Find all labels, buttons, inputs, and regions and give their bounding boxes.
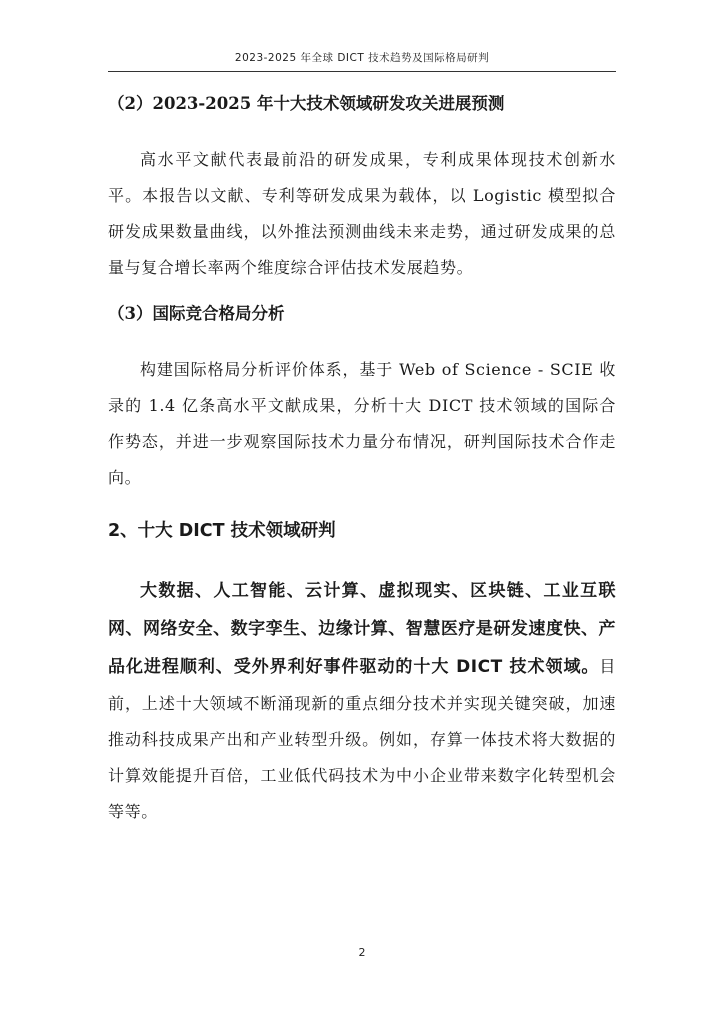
bold-summary: 大数据、人工智能、云计算、虚拟现实、区块链、工业互联网、网络安全、数字孪生、边缘计算、智慧医疗是研发速度快、产品化进程顺利、受外界利好事件驱动的十大 DICT 技术领域。	[108, 581, 616, 677]
document-body	[108, 92, 616, 830]
page-header: 2023-2025 年全球 DICT 技术趋势及国际格局研判	[108, 50, 616, 72]
paragraph-forecast: 高水平文献代表最前沿的研发成果，专利成果体现技术创新水平。本报告以文献、专利等研发成果为载体，以 Logistic 模型拟合研发成果数量曲线，以外推法预测曲线未来走势，通过研发成果的总量与复合增长率两个维度综合评估技术发展趋势。	[108, 150, 616, 277]
section-heading-international: （3）国际竞合格局分析	[108, 304, 285, 323]
section-heading-dict-fields: 2、十大 DICT 技术领域研判	[108, 521, 336, 541]
section-heading-forecast: （2）2023-2025 年十大技术领域研发攻关进展预测	[108, 94, 505, 113]
paragraph-international: 构建国际格局分析评价体系，基于 Web of Science - SCIE 收录的 1.4 亿条高水平文献成果，分析十大 DICT 技术领域的国际合作势态，并进一步观察国际技术力量分布情况，研判国际技术合作走向。	[108, 360, 616, 487]
paragraph-dict-fields	[108, 572, 616, 830]
page-number: 2	[358, 946, 366, 959]
body-detail: 目前，上述十大领域不断涌现新的重点细分技术并实现关键突破，加速推动科技成果产出和产业转型升级。例如，存算一体技术将大数据的计算效能提升百倍，工业低代码技术为中小企业带来数字化转型机会等等。	[108, 657, 616, 821]
